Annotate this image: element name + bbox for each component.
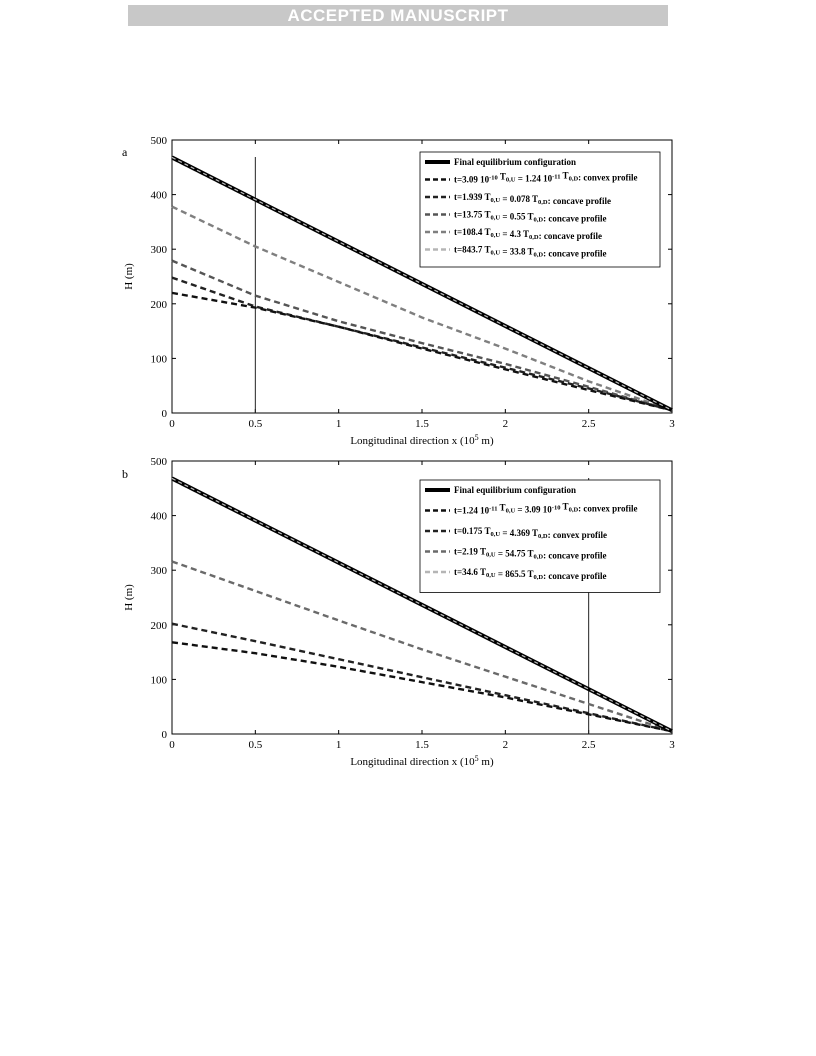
legend-entry: t=1.24 $10^{-11}$ $T_{0,U} = 3.09$ $10^{-10}$ $T_{0,D}$: convex profile [454, 501, 638, 516]
chart-panel-a [122, 135, 675, 447]
y-tick-label: 100 [150, 674, 167, 687]
legend-entry: Final equilibrium configuration [454, 157, 577, 167]
legend-entry: t=0.175 $T_{0,U} = 4.369$ $T_{0,D}$: convex profile [454, 526, 607, 540]
x-tick-label: 1.5 [415, 418, 429, 430]
x-tick-label: 2.5 [581, 418, 596, 430]
y-tick-label: 500 [150, 456, 167, 468]
x-tick-label: 2 [502, 418, 509, 430]
series-line-1 [172, 293, 672, 410]
x-tick-label: 1.5 [415, 739, 429, 751]
series-line-1 [172, 642, 672, 731]
legend-entry: t=108.4 $T_{0,U} = 4.3$ $T_{0,D}$: concave profile [454, 227, 602, 241]
x-tick-label: 2.5 [581, 739, 596, 751]
x-tick-label: 3 [669, 739, 675, 751]
y-tick-label: 400 [150, 189, 167, 202]
y-tick-label: 100 [150, 353, 167, 366]
accepted-manuscript-banner: ACCEPTED MANUSCRIPT [128, 5, 668, 26]
y-tick-label: 400 [150, 510, 167, 523]
y-axis-label: H (m) [123, 263, 135, 290]
y-axis-label: H (m) [123, 584, 135, 611]
x-tick-label: 3 [669, 418, 675, 430]
legend-entry: Final equilibrium configuration [454, 485, 577, 495]
x-tick-label: 0.5 [248, 739, 263, 751]
x-tick-label: 1 [335, 739, 342, 751]
x-tick-label: 1 [335, 418, 342, 430]
legend-entry: t=3.09 $10^{-10}$ $T_{0,U} = 1.24$ $10^{-11}$ $T_{0,D}$: convex profile [454, 170, 638, 185]
legend-entry: t=2.19 $T_{0,U} = 54.75$ $T_{0,D}$: concave profile [454, 546, 607, 561]
x-tick-label: 0.5 [248, 418, 263, 430]
y-tick-label: 200 [150, 619, 167, 632]
y-tick-label: 300 [150, 565, 167, 578]
x-axis-label: Longitudinal direction x ($10^5$ m) [350, 433, 494, 447]
chart-panel-b [122, 456, 675, 768]
x-axis-label: Longitudinal direction x ($10^5$ m) [350, 754, 494, 768]
legend-entry: t=13.75 $T_{0,U} = 0.55$ $T_{0,D}$: concave profile [454, 209, 607, 224]
legend-entry: t=1.939 $T_{0,U} = 0.078$ $T_{0,D}$: concave profile [454, 192, 611, 206]
y-tick-label: 500 [150, 135, 167, 147]
y-tick-label: 200 [150, 298, 167, 311]
legend-entry: t=34.6 $T_{0,U} = 865.5$ $T_{0,D}$: concave profile [454, 567, 607, 581]
panel-letter: a [122, 145, 128, 159]
x-tick-label: 0 [169, 418, 175, 430]
y-tick-label: 0 [161, 729, 167, 741]
y-tick-label: 0 [161, 408, 167, 420]
panel-letter: b [122, 467, 128, 481]
x-tick-label: 2 [502, 739, 509, 751]
legend-entry: t=843.7 $T_{0,U} = 33.8$ $T_{0,D}$: concave profile [454, 244, 607, 259]
y-tick-label: 300 [150, 244, 167, 257]
x-tick-label: 0 [169, 739, 175, 751]
